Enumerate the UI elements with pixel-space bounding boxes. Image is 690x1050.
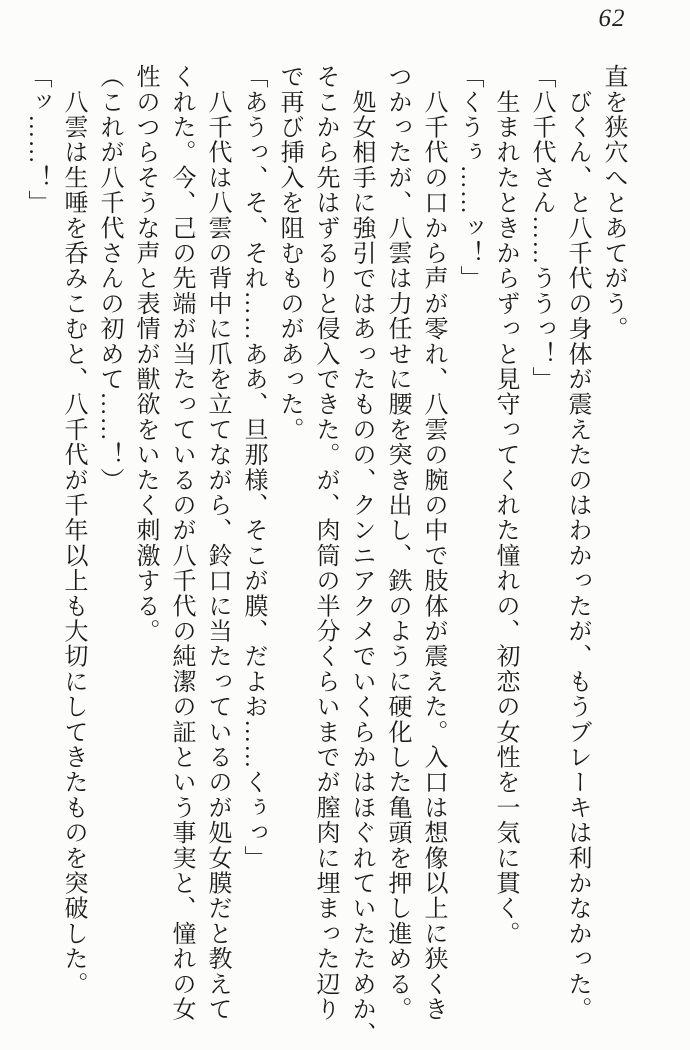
text-line: 八千代は八雲の背中に爪を立てながら、鈴口に当たっているのが処女膜だと教えて: [204, 64, 230, 1022]
text-line: 性のつらそうな声と表情が獣欲をいたく刺激する。: [132, 64, 158, 644]
text-line: びくん、と八千代の身体が震えたのはわかったが、もうブレーキは利かなかった。: [564, 64, 590, 1022]
text-line: 「ッ……！」: [24, 64, 50, 216]
text-line: 八雲は生唾を呑みこむと、八千代が千年以上も大切にしてきたものを突破した。: [60, 64, 86, 997]
text-line: 直を狭穴へとあてがう。: [600, 64, 626, 342]
text-line: 「あうっ、そ、それ……ああ、旦那様、そこが膜、だよお……くぅっ」: [240, 64, 266, 871]
text-line: （これが八千代さんの初めて……！）: [96, 64, 122, 493]
text-line: 処女相手に強引ではあったものの、クンニアクメでいくらかはほぐれていたためか、: [348, 64, 374, 1047]
text-line: そこから先はずるりと侵入できた。が、肉筒の半分くらいまでが膣肉に埋まった辺り: [312, 64, 338, 1022]
text-line: つかったが、八雲は力任せに腰を突き出し、鉄のように硬化した亀頭を押し進める。: [384, 64, 410, 1022]
text-line: 「くうぅ……ッ！」: [456, 64, 482, 291]
text-line: 生まれたときからずっと見守ってくれた憧れの、初恋の女性を一気に貫く。: [492, 64, 518, 946]
page-number: 62: [598, 5, 626, 32]
text-block: [19, 64, 631, 1047]
text-line: 「八千代さん……ううっ！」: [528, 64, 554, 392]
text-line: 八千代の口から声が零れ、八雲の腕の中で肢体が震えた。入口は想像以上に狭くき: [420, 64, 446, 1022]
text-line: くれた。今、己の先端が当たっているのが八千代の純潔の証という事実と、憧れの女: [168, 64, 194, 1022]
text-line: で再び挿入を阻むものがあった。: [276, 64, 302, 442]
